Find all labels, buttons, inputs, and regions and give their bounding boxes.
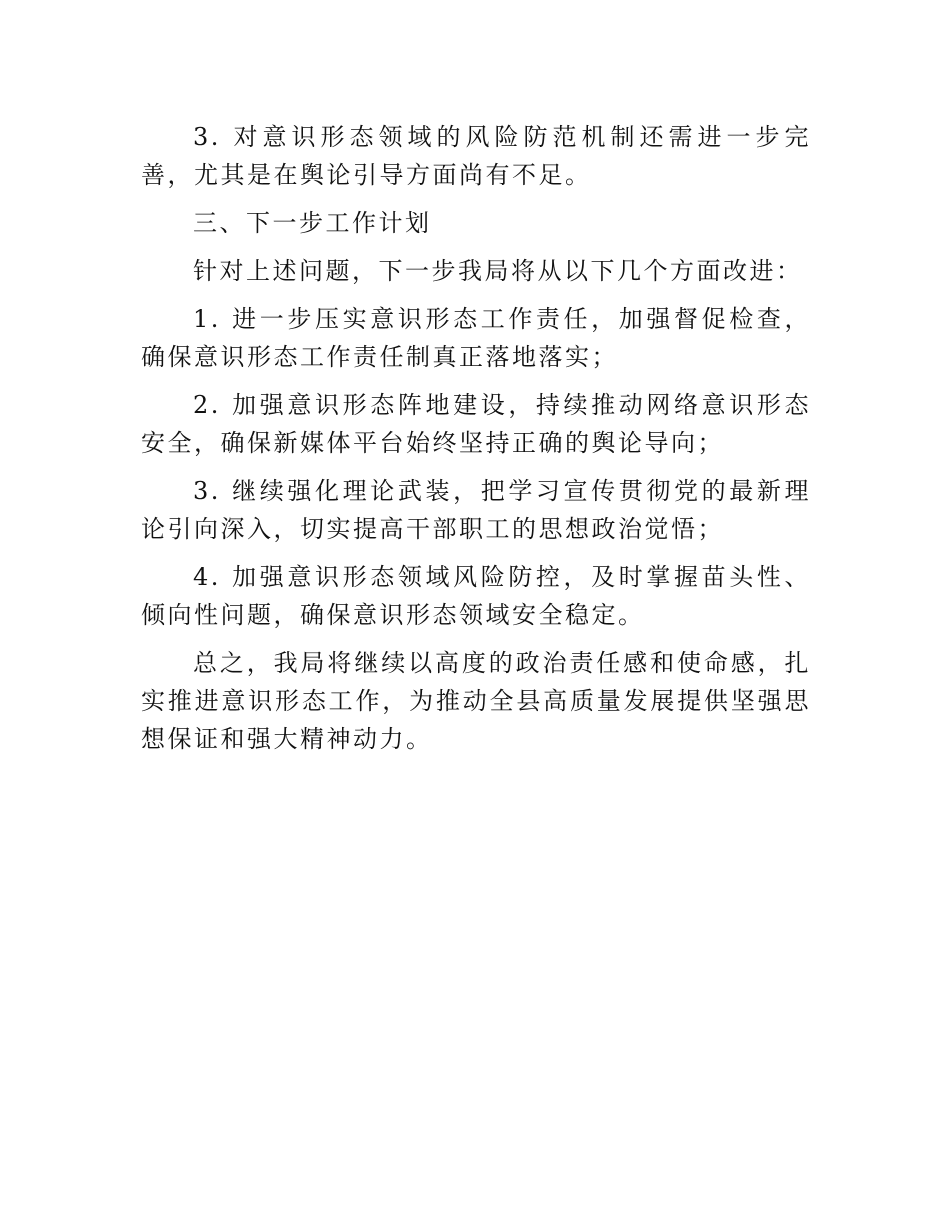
paragraph-conclusion: 总之，我局将继续以高度的政治责任感和使命感，扎实推进意识形态工作，为推动全县高质量发展提供坚强思想保证和强大精神动力。 <box>141 649 811 753</box>
section-heading-next-plan: 三、下一步工作计划 <box>193 209 432 237</box>
list-item-2: 2. 加强意识形态阵地建设，持续推动网络意识形态安全，确保新媒体平台始终坚持正确的舆论导向； <box>141 391 811 457</box>
list-item-4: 4. 加强意识形态领域风险防控，及时掌握苗头性、倾向性问题，确保意识形态领域安全稳定。 <box>141 563 811 629</box>
list-item-3: 3. 继续强化理论武装，把学习宣传贯彻党的最新理论引向深入，切实提高干部职工的思想政治觉悟； <box>141 477 811 543</box>
document-body <box>141 118 811 768</box>
paragraph-risk-mechanism: 3. 对意识形态领域的风险防范机制还需进一步完善，尤其是在舆论引导方面尚有不足。 <box>141 123 811 189</box>
list-item-1: 1. 进一步压实意识形态工作责任，加强督促检查，确保意识形态工作责任制真正落地落实； <box>141 305 811 371</box>
paragraph-intro: 针对上述问题，下一步我局将从以下几个方面改进： <box>193 257 803 285</box>
